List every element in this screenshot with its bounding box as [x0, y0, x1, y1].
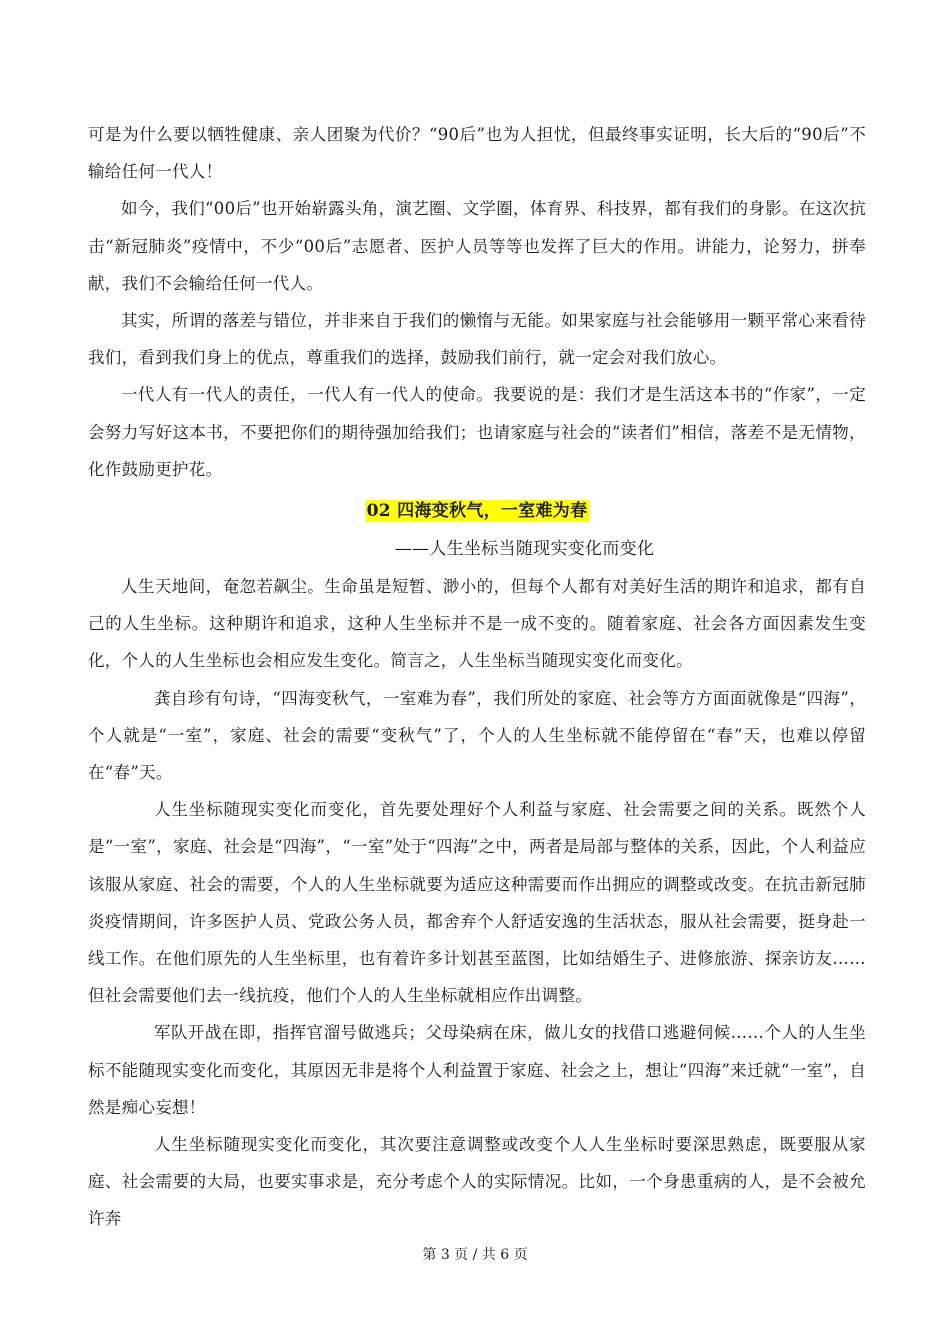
section-subheading: ——人生坐标当随现实变化而变化 [394, 539, 655, 560]
paragraph: 其实，所谓的落差与错位，并非来自于我们的懒惰与无能。如果家庭与社会能够用一颗平常心来看待我们，看到我们身上的优点，尊重我们的选择，鼓励我们前行，就一定会对我们放心。 [88, 311, 866, 368]
section-heading-wrap [88, 492, 866, 530]
section-heading: 02 四海变秋气，一室难为春 [366, 501, 588, 522]
paragraph: 人生坐标随现实变化而变化，首先要处理好个人利益与家庭、社会需要之间的关系。既然个人是“一室”，家庭、社会是“四海”，“一室”处于“四海”之中，两者是局部与整体的关系，因此，个人利益应该服从家庭、社会的需要，个人的人生坐标就要为适应这种需要而作出拥应的调整或改变。在抗击新冠肺炎疫情期间，许多医护人员、党政公务人员，都舍弃个人舒适安逸的生活状态，服从社会需要，挺身赴一线工作。在他们原先的人生坐标里，也有着许多计划甚至蓝图，比如结婚生子、进修旅游、探亲访友……但社会需要他们去一线抗疫，他们个人的人生坐标就相应作出调整。 [88, 800, 866, 1006]
paragraph: 可是为什么要以牺牲健康、亲人团聚为代价？“90后”也为人担忧，但最终事实证明，长大后的“90后”不输给任何一代人！ [88, 125, 866, 182]
document-body [88, 116, 866, 1238]
paragraph: 人生天地间，奄忽若飙尘。生命虽是短暂、渺小的，但每个人都有对美好生活的期许和追求，都有自己的人生坐标。这种期许和追求，这种人生坐标并不是一成不变的。随着家庭、社会各方面因素发生变化，个人的人生坐标也会相应发生变化。简言之，人生坐标当随现实变化而变化。 [88, 577, 866, 671]
paragraph: 一代人有一代人的责任，一代人有一代人的使命。我要说的是：我们才是生活这本书的“作家”，一定会努力写好这本书，不要把你们的期待强加给我们；也请家庭与社会的“读者们”相信，落差不是无情物，化作鼓励更护花。 [88, 385, 866, 479]
paragraph: 如今，我们“00后”也开始崭露头角，演艺圈、文学圈，体育界、科技界，都有我们的身影。在这次抗击“新冠肺炎”疫情中，不少“00后”志愿者、医护人员等等也发挥了巨大的作用。讲能力，论努力，拼奉献，我们不会输给任何一代人。 [88, 199, 866, 293]
paragraph: 军队开战在即，指挥官溜号做逃兵；父母染病在床，做儿女的找借口逃避伺候……个人的人生坐标不能随现实变化而变化，其原因无非是将个人利益置于家庭、社会之上，想让“四海”来迁就“一室”，自然是痴心妄想！ [88, 1023, 867, 1117]
paragraph: 龚自珍有句诗，“四海变秋气，一室难为春”，我们所处的家庭、社会等方方面面就像是“四海”，个人就是“一室”，家庭、社会的需要“变秋气”了，个人的人生坐标就不能停留在“春”天，也难以停留在“春”天。 [88, 688, 866, 783]
page-footer: 第 3 页 / 共 6 页 [422, 1247, 528, 1263]
paragraph: 人生坐标随现实变化而变化，其次要注意调整或改变个人人生坐标时要深思熟虑，既要服从家庭、社会需要的大局，也要实事求是，充分考虑个人的实际情况。比如，一个身患重病的人，是不会被允许奔 [88, 1135, 866, 1229]
